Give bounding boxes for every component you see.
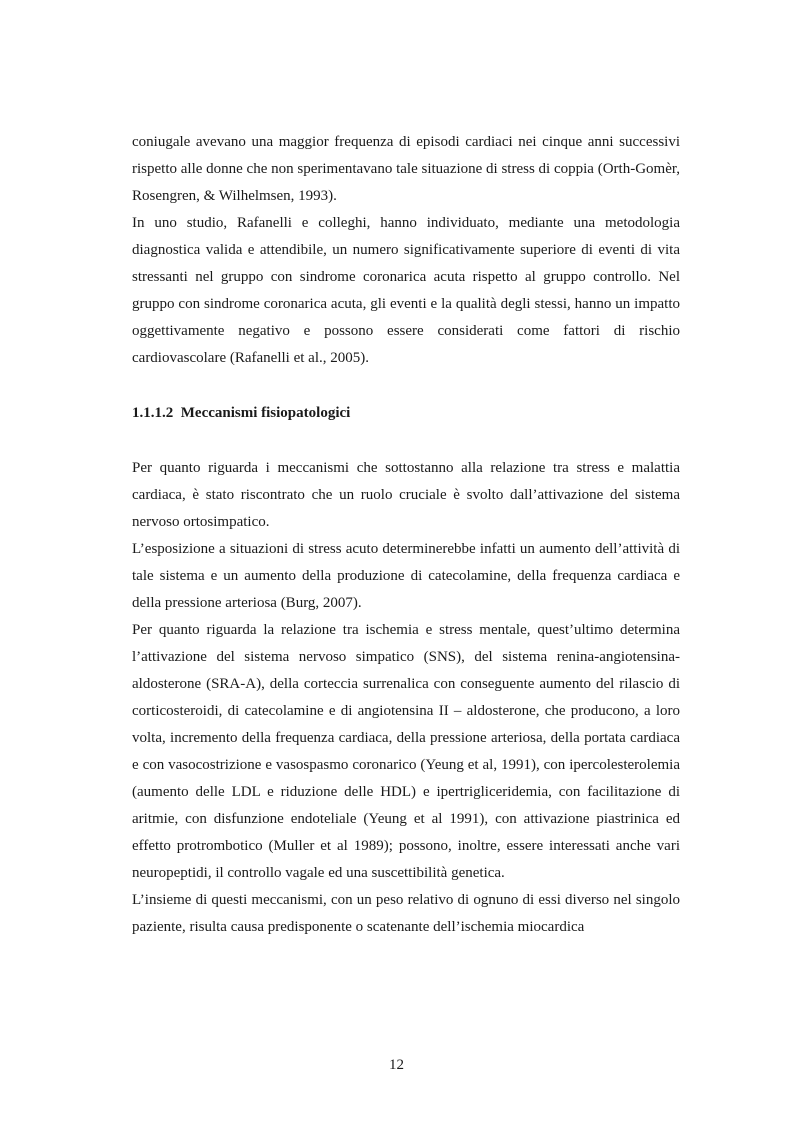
section-heading-title: Meccanismi fisiopatologici bbox=[180, 405, 351, 421]
paragraph-stress-coniugale: coniugale avevano una maggior frequenza di episodi cardiaci nei cinque anni successivi rispetto alle donne che non sperimentavano tale situazione di stress di coppia (Orth-Gomèr, Rosengren, & Wilhelmsen, 1993). bbox=[132, 134, 680, 204]
paragraph-meccanismi: Per quanto riguarda i meccanismi che sottostanno alla relazione tra stress e malattia cardiaca, è stato riscontrato che un ruolo cruciale è svolto dall’attivazione del sistema nervoso ortosimpatico. bbox=[132, 460, 680, 530]
paragraph-insieme-meccanismi: L’insieme di questi meccanismi, con un peso relativo di ognuno di essi diverso nel singolo paziente, risulta causa predisponente o scatenante dell’ischemia miocardica bbox=[132, 892, 680, 935]
page-body bbox=[132, 129, 680, 941]
section-heading-number: 1.1.1.2 bbox=[132, 405, 174, 421]
section-heading bbox=[132, 400, 680, 427]
page-number: 12 bbox=[389, 1057, 404, 1073]
paragraph-ischemia: Per quanto riguarda la relazione tra ischemia e stress mentale, quest’ultimo determina l’attivazione del sistema nervoso simpatico (SNS), del sistema renina-angiotensina-aldosterone (SRA-A), della corteccia surrenalica con conseguente aumento del rilascio di corticosteroidi, di catecolamine e di angiotensina II – aldosterone, che producono, a loro volta, incremento della frequenza cardiaca, della pressione arteriosa, della portata cardiaca e con vasocostrizione e vasospasmo coronarico (Yeung et al, 1991), con ipercolesterolemia (aumento delle LDL e riduzione delle HDL) e ipertrigliceridemia, con facilitazione di aritmie, con disfunzione endoteliale (Yeung et al 1991), con attivazione piastrinica ed effetto protrombotico (Muller et al 1989); possono, inoltre, essere interessati anche vari neuropeptidi, il controllo vagale ed una suscettibilità genetica. bbox=[132, 622, 680, 881]
paragraph-rafanelli-study: In uno studio, Rafanelli e colleghi, hanno individuato, mediante una metodologia diagnostica valida e attendibile, un numero significativamente superiore di eventi di vita stressanti nel gruppo con sindrome coronarica acuta rispetto al gruppo controllo. Nel gruppo con sindrome coronarica acuta, gli eventi e la qualità degli stessi, hanno un impatto oggettivamente negativo e possono essere considerati come fattori di rischio cardiovascolare (Rafanelli et al., 2005). bbox=[132, 215, 680, 366]
paragraph-stress-acuto: L’esposizione a situazioni di stress acuto determinerebbe infatti un aumento dell’attività di tale sistema e un aumento della produzione di catecolamine, della frequenza cardiaca e della pressione arteriosa (Burg, 2007). bbox=[132, 541, 680, 611]
